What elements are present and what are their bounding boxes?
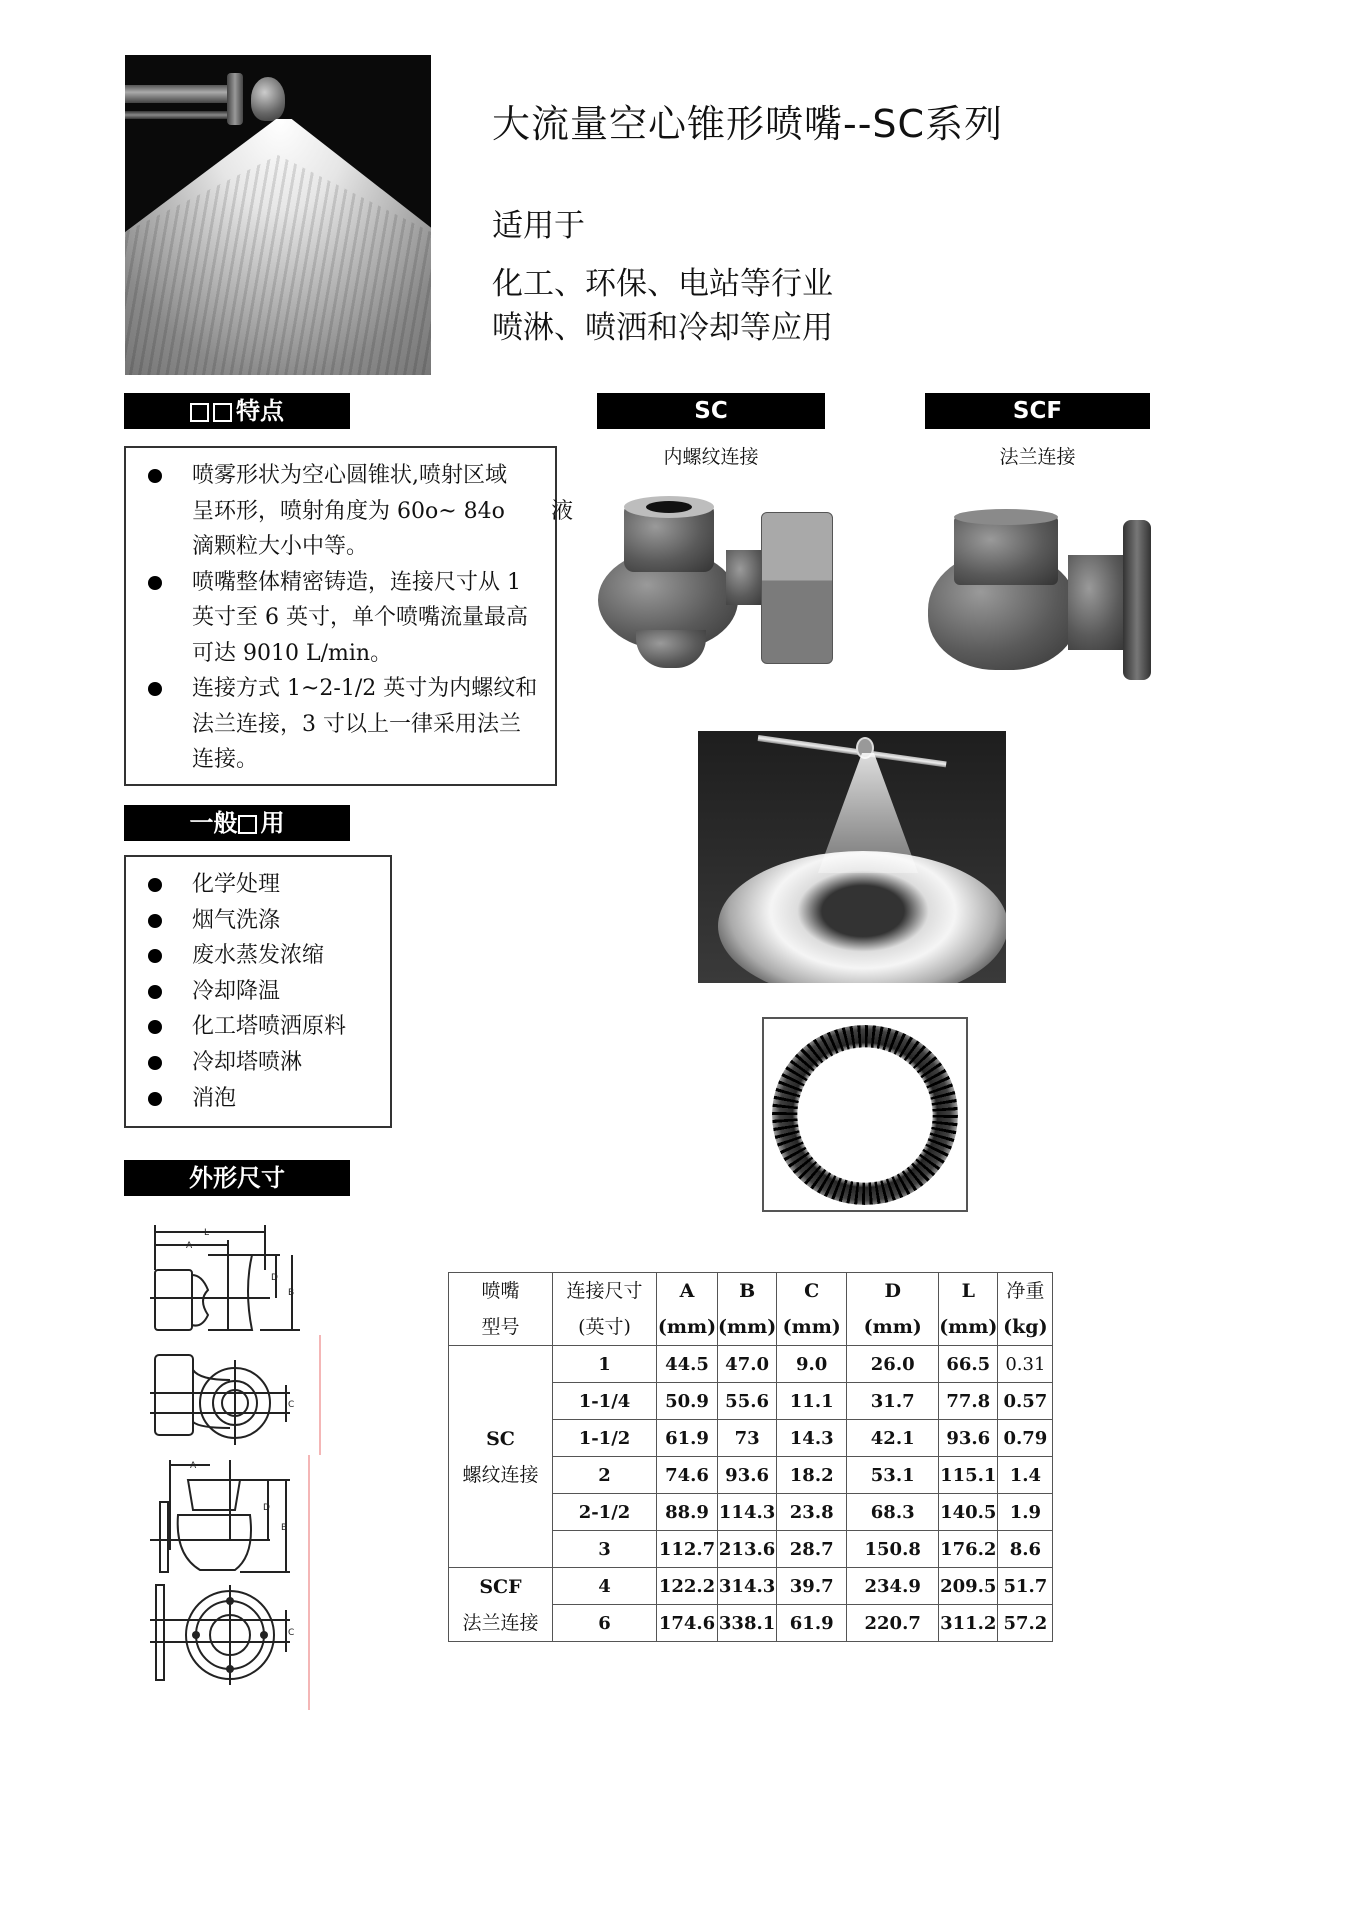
application-item: 冷却降温 <box>126 974 390 1010</box>
col-header-l: L (mm) <box>939 1273 998 1346</box>
svg-text:B: B <box>281 1523 288 1533</box>
table-cell: 3 <box>553 1531 657 1568</box>
bullet-icon <box>148 985 162 999</box>
scan-artifact-line <box>308 1580 310 1710</box>
table-cell: 74.6 <box>657 1457 718 1494</box>
table-cell: 1 <box>553 1346 657 1383</box>
scan-artifact-line <box>319 1335 321 1455</box>
table-cell: 176.2 <box>939 1531 998 1568</box>
table-cell: 234.9 <box>847 1568 939 1605</box>
model-sc-heading: SC <box>597 393 825 429</box>
table-cell: 26.0 <box>847 1346 939 1383</box>
specification-table <box>448 1272 1053 1642</box>
table-cell: 1-1/2 <box>553 1420 657 1457</box>
hero-spray-photo <box>125 55 431 375</box>
table-cell: 220.7 <box>847 1605 939 1642</box>
applications-list <box>126 867 390 1116</box>
svg-text:C: C <box>288 1400 295 1410</box>
table-cell: 174.6 <box>657 1605 718 1642</box>
ring-pattern-icon <box>772 1025 958 1205</box>
col-header-weight: 净重 (kg) <box>998 1273 1053 1346</box>
pipe-shape <box>125 111 235 119</box>
bullet-icon <box>148 682 162 696</box>
scan-artifact-line <box>308 1455 310 1580</box>
table-cell: 93.6 <box>718 1457 777 1494</box>
feature-item: 连接方式 1~2-1/2 英寸为内螺纹和 法兰连接，3 寸以上一律采用法兰 连接。 <box>126 671 555 778</box>
svg-text:D: D <box>271 1273 278 1283</box>
model-scf-connection: 法兰连接 <box>999 446 1076 468</box>
table-cell: 213.6 <box>718 1531 777 1568</box>
applications-heading: 一般 用 <box>124 805 350 841</box>
group-cell-sc: SC 螺纹连接 <box>449 1346 553 1568</box>
table-cell: 140.5 <box>939 1494 998 1531</box>
table-cell: 338.1 <box>718 1605 777 1642</box>
svg-text:A: A <box>190 1461 197 1471</box>
col-header-a: A (mm) <box>657 1273 718 1346</box>
table-cell: 77.8 <box>939 1383 998 1420</box>
applications-box <box>124 855 392 1128</box>
table-cell: 88.9 <box>657 1494 718 1531</box>
bullet-icon <box>148 1020 162 1034</box>
table-cell: 55.6 <box>718 1383 777 1420</box>
table-cell: 209.5 <box>939 1568 998 1605</box>
bullet-icon <box>148 1092 162 1106</box>
table-cell: 50.9 <box>657 1383 718 1420</box>
table-cell: 73 <box>718 1420 777 1457</box>
table-row <box>449 1346 1053 1383</box>
svg-text:B: B <box>288 1288 295 1298</box>
table-cell: 57.2 <box>998 1605 1053 1642</box>
model-scf-heading: SCF <box>925 393 1150 429</box>
missing-glyph-box <box>238 815 257 834</box>
table-cell: 61.9 <box>657 1420 718 1457</box>
feature-item: 喷雾形状为空心圆锥状,喷射区域 呈环形，喷射角度为 60o~ 84o 液 滴颗粒大小中等。 <box>126 458 555 565</box>
table-header-row <box>449 1273 1053 1346</box>
pipe-shape <box>125 85 235 103</box>
applications-text: 喷淋、喷洒和冷却等应用 <box>492 310 833 346</box>
table-cell: 1-1/4 <box>553 1383 657 1420</box>
table-cell: 114.3 <box>718 1494 777 1531</box>
nozzle-shape <box>251 77 285 121</box>
table-cell: 23.8 <box>777 1494 847 1531</box>
bullet-icon <box>148 949 162 963</box>
table-cell: 44.5 <box>657 1346 718 1383</box>
table-cell: 66.5 <box>939 1346 998 1383</box>
sc-nozzle-photo <box>596 490 841 675</box>
group-cell-scf: SCF 法兰连接 <box>449 1568 553 1642</box>
table-cell: 150.8 <box>847 1531 939 1568</box>
col-header-c: C (mm) <box>777 1273 847 1346</box>
table-cell: 115.1 <box>939 1457 998 1494</box>
application-item: 化工塔喷洒原料 <box>126 1009 390 1045</box>
industries-text: 化工、环保、电站等行业 <box>492 266 833 302</box>
bullet-icon <box>148 878 162 892</box>
table-cell: 47.0 <box>718 1346 777 1383</box>
col-header-model: 喷嘴 型号 <box>449 1273 553 1346</box>
application-item: 烟气洗涤 <box>126 903 390 939</box>
missing-glyph-box <box>190 403 209 422</box>
table-cell: 0.57 <box>998 1383 1053 1420</box>
table-cell: 68.3 <box>847 1494 939 1531</box>
table-cell: 1.4 <box>998 1457 1053 1494</box>
bullet-icon <box>148 914 162 928</box>
application-item: 冷却塔喷淋 <box>126 1045 390 1081</box>
table-cell: 0.31 <box>998 1346 1053 1383</box>
table-cell: 4 <box>553 1568 657 1605</box>
application-item: 废水蒸发浓缩 <box>126 938 390 974</box>
missing-glyph-box <box>213 403 232 422</box>
table-cell: 31.7 <box>847 1383 939 1420</box>
page-title: 大流量空心锥形喷嘴--SC系列 <box>492 102 1004 146</box>
svg-text:A: A <box>186 1241 193 1251</box>
table-cell: 2 <box>553 1457 657 1494</box>
table-cell: 1.9 <box>998 1494 1053 1531</box>
flange-shape <box>227 73 243 125</box>
bullet-icon <box>148 1056 162 1070</box>
table-cell: 18.2 <box>777 1457 847 1494</box>
spray-streaks <box>125 155 431 375</box>
features-list <box>126 458 573 778</box>
spray-pattern-photo <box>698 731 1006 983</box>
col-header-d: D (mm) <box>847 1273 939 1346</box>
pipe-shape <box>758 735 947 767</box>
table-cell: 51.7 <box>998 1568 1053 1605</box>
table-cell: 93.6 <box>939 1420 998 1457</box>
table-cell: 11.1 <box>777 1383 847 1420</box>
feature-item: 喷嘴整体精密铸造，连接尺寸从 1 英寸至 6 英寸，单个喷嘴流量最高 可达 9010 L/min。 <box>126 565 555 672</box>
table-cell: 61.9 <box>777 1605 847 1642</box>
table-cell: 9.0 <box>777 1346 847 1383</box>
applies-to-label: 适用于 <box>492 208 585 244</box>
col-header-b: B (mm) <box>718 1273 777 1346</box>
dimension-drawings <box>140 1210 340 1700</box>
table-cell: 39.7 <box>777 1568 847 1605</box>
table-cell: 314.3 <box>718 1568 777 1605</box>
table-cell: 28.7 <box>777 1531 847 1568</box>
table-cell: 2-1/2 <box>553 1494 657 1531</box>
spray-cone-shape <box>818 753 918 873</box>
application-item: 化学处理 <box>126 867 390 903</box>
features-heading: 特点 <box>124 393 350 429</box>
table-cell: 8.6 <box>998 1531 1053 1568</box>
table-cell: 53.1 <box>847 1457 939 1494</box>
col-header-size: 连接尺寸 (英寸) <box>553 1273 657 1346</box>
svg-text:C: C <box>288 1628 295 1638</box>
table-row <box>449 1568 1053 1605</box>
table-cell: 112.7 <box>657 1531 718 1568</box>
table-cell: 0.79 <box>998 1420 1053 1457</box>
hollow-cone-pattern-diagram <box>762 1017 968 1212</box>
table-cell: 122.2 <box>657 1568 718 1605</box>
bullet-icon <box>148 576 162 590</box>
table-cell: 42.1 <box>847 1420 939 1457</box>
table-cell: 311.2 <box>939 1605 998 1642</box>
application-item: 消泡 <box>126 1081 390 1117</box>
features-box <box>124 446 573 786</box>
dimensions-heading: 外形尺寸 <box>124 1160 350 1196</box>
bullet-icon <box>148 469 162 483</box>
overflow-char: 液 <box>550 498 573 524</box>
table-cell: 6 <box>553 1605 657 1642</box>
scf-nozzle-photo <box>928 495 1158 675</box>
svg-text:D: D <box>263 1503 270 1513</box>
table-cell: 14.3 <box>777 1420 847 1457</box>
model-sc-connection: 内螺纹连接 <box>663 446 759 468</box>
svg-text:L: L <box>204 1228 210 1238</box>
